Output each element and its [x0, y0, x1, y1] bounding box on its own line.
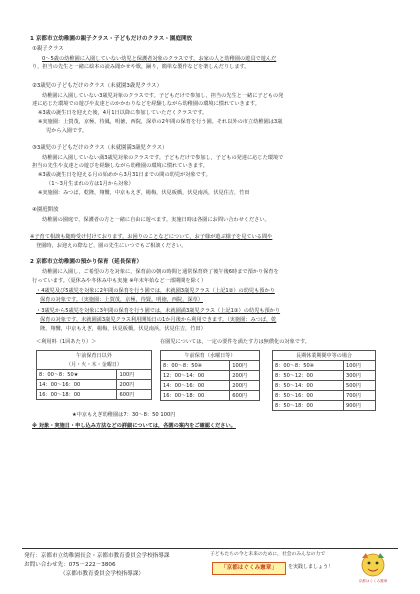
- price-cell: 100円: [117, 370, 152, 380]
- contact-department: （京都市教育委員会学校指導課）: [60, 571, 144, 577]
- full-three-year-class-text-2: 担当の先生や友達との遊びを経験しながら幼稚園の環境に慣れていきます。: [32, 163, 208, 169]
- issuer: 発行：京都市立幼稚園長会・京都市教育委員会学校指導課: [24, 553, 170, 559]
- mascot-label: 京都はぐくみ憲章: [358, 579, 388, 583]
- price-cell: 200円: [230, 371, 260, 381]
- extended-care-bullet-2a: ・3歳児から5歳児を対象に3年間の保育を行う園では，未就園満3歳児クラス（上記1③）の幼児も預かり: [36, 308, 281, 314]
- full-three-year-class-text-1: 幼稚園に入園していない満3歳児対象のクラスです。子どもだけで参加し，子どもの発達に応じた環境で: [42, 155, 284, 161]
- fee-label: ＜利用料（1回あたり）＞: [36, 339, 97, 345]
- table-row: [37, 390, 152, 400]
- fee-note: 在園児については，一定の要件を満たす方は無償化の対象です。: [160, 339, 310, 345]
- three-year-class-note-3: 児から入園です。: [46, 128, 88, 134]
- time-cell: 8：50～16：00: [273, 391, 344, 401]
- full-three-year-class-note-3: ※実施園：みつば，乾隆，翔鸞，中京もえぎ，楊梅，伏見板橋，伏見南浜，伏見住吉，竹田: [38, 190, 250, 196]
- parent-child-class-title: ①親子クラス: [32, 46, 64, 52]
- chukyo-moegi-note: ★中京もえぎ幼稚園は7：30～8：50 100円: [72, 412, 176, 418]
- price-cell: 500円: [344, 381, 376, 391]
- consultation-note-2: 登園時，お迎えの際など，園の先生にいつでもご相談ください。: [36, 243, 187, 249]
- charter-banner: 「京都はぐくみ憲章」: [212, 562, 286, 575]
- yard-open-text: 幼稚園の園庭で，保護者の方と一緒に自由に遊べます。実施日時は各園にお問い合わせください。: [42, 217, 270, 223]
- extended-care-bullet-2c: 隆，翔鸞，中京もえぎ，楊梅，伏見板橋，伏見南浜，伏見住吉，竹田）: [40, 326, 206, 332]
- time-cell: 12：00～14：00: [161, 371, 230, 381]
- parent-child-class-text-1: 0～5歳の幼稚園に入園していない幼児と保護者対象のクラスです。お家の人と幼稚園の遊具で遊んだ: [42, 56, 277, 62]
- footer: [22, 548, 398, 589]
- extended-care-text-2: 行っています。（夏休みや冬休み中も実施 ※年末年始など一部期間を除く）: [32, 278, 207, 284]
- time-cell: 8：00～8：50※: [273, 361, 344, 371]
- section1-title: 1 京都市立幼稚園の親子クラス・子どもだけのクラス・園庭開放: [30, 36, 193, 42]
- price-cell: 200円: [230, 381, 260, 391]
- full-three-year-class-note-2: （1～3月生まれの方は1月から対象）: [46, 181, 134, 187]
- fee-table-morning-head: 午前保育（水曜日等）: [161, 351, 260, 361]
- final-note: ※ 対象・実施日・申し込み方法などの詳細については，各園の案内をご確認ください。: [32, 423, 236, 429]
- price-cell: 100円: [344, 361, 376, 371]
- three-year-class-title: ②3歳児の子どもだけのクラス（未就園3歳児クラス）: [32, 83, 162, 89]
- time-cell: 8：50～18：00: [273, 401, 344, 411]
- table-row: [273, 401, 376, 411]
- price-cell: 100円: [230, 361, 260, 371]
- table-row: [37, 380, 152, 390]
- time-cell: 14：00～16：00: [161, 381, 230, 391]
- fee-table-weekday: [36, 350, 152, 400]
- price-cell: 900円: [344, 401, 376, 411]
- table-row: [161, 371, 260, 381]
- time-cell: 8：00～8：50※: [161, 361, 230, 371]
- fee-table-weekday-head2: （月・火・木・金曜日）: [37, 360, 152, 370]
- fee-table-holiday: [272, 350, 376, 411]
- time-cell: 8：50～12：00: [273, 371, 344, 381]
- full-three-year-class-note-1: ※3歳の誕生日を迎える月の始めから3月31日までの間の幼児が対象です。: [38, 172, 211, 178]
- three-year-class-text-2: 達に応じた環境での遊びや友達とのかかわりなどを経験しながら幼稚園の環境に慣れていきます。: [32, 101, 260, 107]
- extended-care-bullet-2b: 保育の対象です。未就園満3歳児クラス利用開始日の1か月後から利用できます。（実施園：みつば，乾: [40, 317, 277, 323]
- extended-care-bullet-1b: 保育の対象です。（実施園：上賀茂，京極，待賢，明徳，西院，深草）: [40, 297, 203, 303]
- table-row: [161, 391, 260, 401]
- mascot-icon: [352, 550, 394, 584]
- price-cell: 600円: [117, 390, 152, 400]
- time-cell: 14：00～16：00: [37, 380, 117, 390]
- table-row: [273, 361, 376, 371]
- time-cell: 16：00～18：00: [37, 390, 117, 400]
- table-row: [161, 381, 260, 391]
- parent-child-class-text-2: り，担当の先生と一緒に絵本の読み聞かせや歌，踊り，簡単な製作などを楽しんだりします。: [32, 64, 250, 70]
- time-cell: 8：00～8：50★: [37, 370, 117, 380]
- time-cell: 16：00～18：00: [161, 391, 230, 401]
- extended-care-bullet-1a: ・4歳児及び5歳児を対象に2年間の保育を行う園では，未就園3歳児クラス（上記1②）の幼児も預かり: [36, 288, 275, 294]
- table-row: [273, 381, 376, 391]
- three-year-class-text-1: 幼稚園に入園していない3歳児対象のクラスです。子どもだけで参加し，担当の先生と一緒に子どもの発: [42, 93, 284, 99]
- section2-title: 2 京都市立幼稚園の預かり保育（延長保育）: [30, 259, 143, 265]
- table-row: [37, 370, 152, 380]
- table-row: [273, 391, 376, 401]
- three-year-class-note-1: ※3歳の誕生日を迎えた後，4月1日以降に参加していただくクラスです。: [38, 110, 208, 116]
- time-cell: 8：50～14：00: [273, 381, 344, 391]
- extended-care-text-1: 幼稚園に入園し，ご希望の方を対象に，保育前の朝の時間と通常保育終了後午後6時まで預かり保育を: [42, 269, 279, 275]
- yard-open-title: ④園庭開放: [32, 207, 59, 213]
- charter-banner-suffix: を実践しましょう！: [288, 564, 334, 570]
- table-row: [273, 371, 376, 381]
- price-cell: 600円: [230, 391, 260, 401]
- three-year-class-note-2: ※実施園：上賀茂，京極，待鳳，明徳，西院，深草の2年間の保育を行う園。それ以外の市立幼稚園は3歳: [38, 119, 283, 125]
- price-cell: 300円: [344, 371, 376, 381]
- fee-table-weekday-head1: 午前保育日以外: [37, 351, 152, 361]
- consultation-note-1: ※子育て相談も随時受け付けております。お困りのことなどについて，お子様が遊ぶ様子を見ている間や: [30, 234, 273, 240]
- full-three-year-class-title: ③3歳児の子どもだけのクラス（未就園満3歳児クラス）: [32, 145, 168, 151]
- fee-table-holiday-head: 長期休業期間中等の場合: [273, 351, 376, 361]
- price-cell: 700円: [344, 391, 376, 401]
- price-cell: 200円: [117, 380, 152, 390]
- tagline: 子どもたちの今と未来のために，社会のみんなの力で: [210, 552, 326, 557]
- table-row: [161, 361, 260, 371]
- contact-phone: お問い合わせ先：075－222－3806: [24, 562, 116, 568]
- fee-table-morning: [160, 350, 260, 401]
